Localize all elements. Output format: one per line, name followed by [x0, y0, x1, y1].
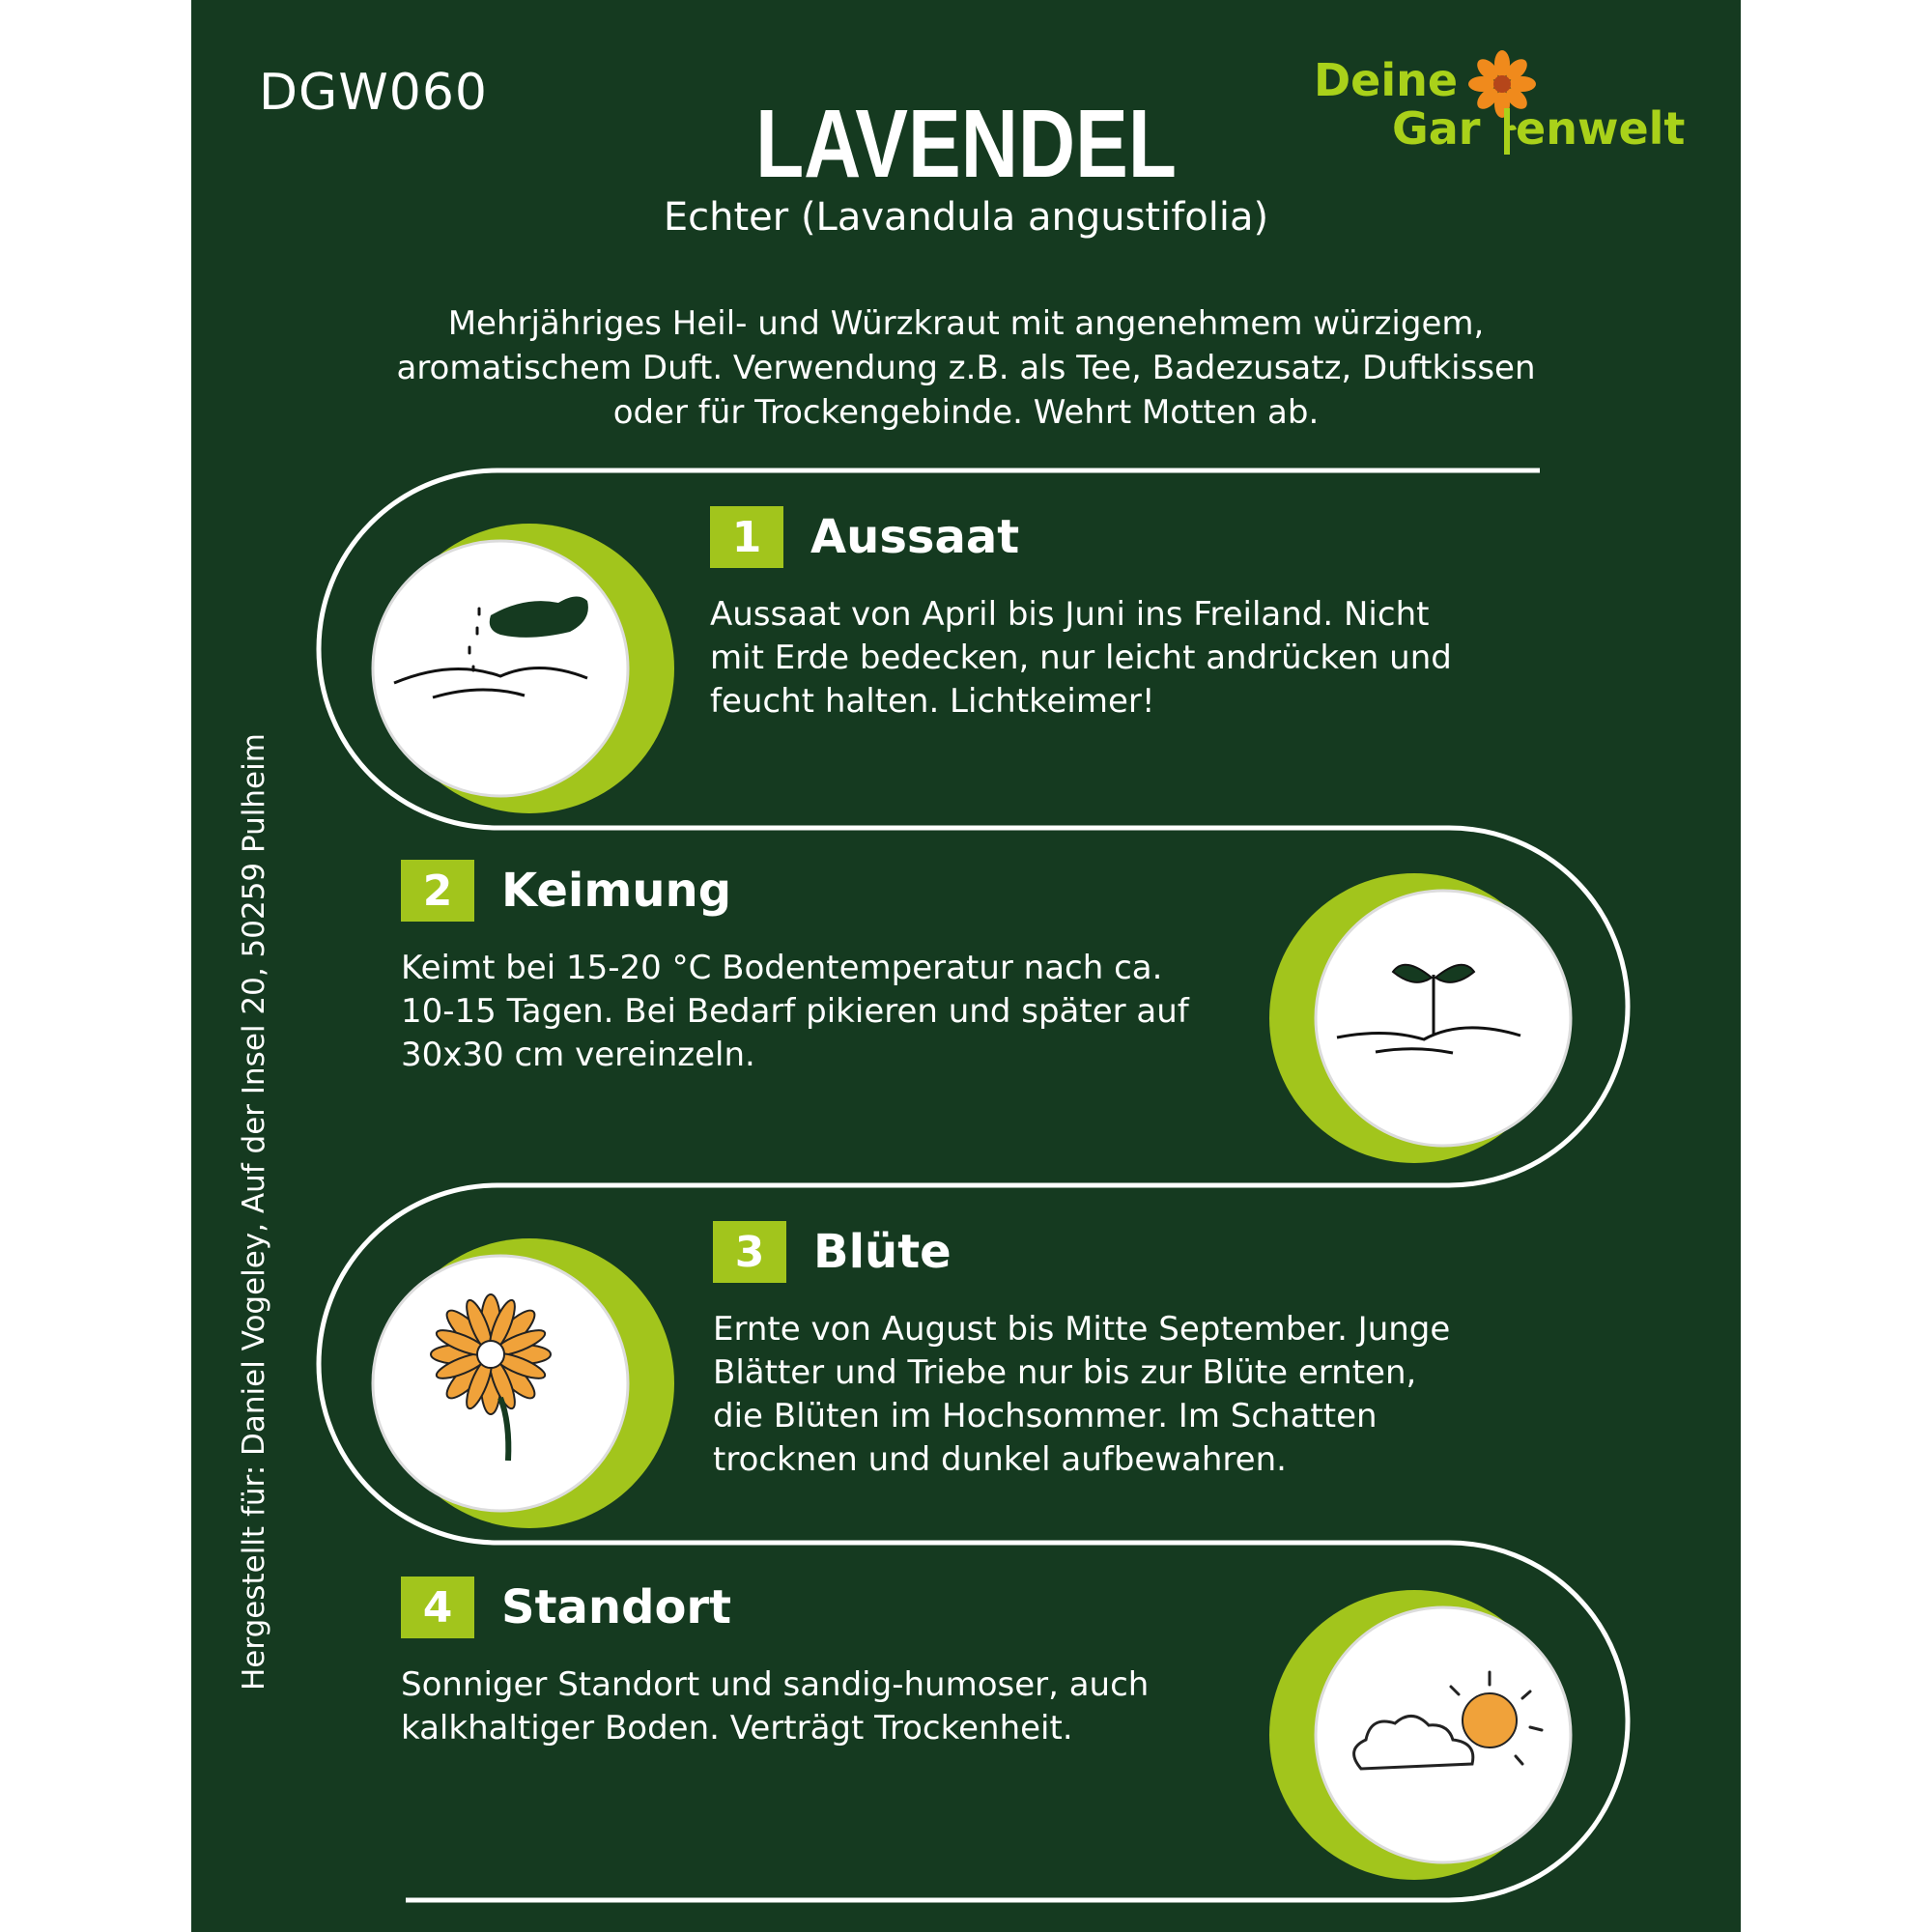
- logo-word-2b: enwelt: [1516, 102, 1686, 155]
- step-1-illustration: [375, 533, 626, 784]
- manufacturer-info: Hergestellt für: Daniel Vogeley, Auf der Insel 20, 50259 Pulheim: [237, 733, 271, 1690]
- page-title: LAVENDEL: [755, 90, 1177, 198]
- logo-word-2a: Gar: [1392, 102, 1481, 155]
- step-title: Standort: [501, 1580, 732, 1634]
- step-number-badge: 1: [710, 506, 783, 568]
- step-4: [401, 1577, 1328, 1750]
- step-description: [713, 1308, 1582, 1482]
- step-description: [710, 593, 1579, 724]
- step-number-badge: 3: [713, 1221, 786, 1283]
- step-number-badge: 2: [401, 860, 474, 922]
- step-2-illustration: [1273, 869, 1524, 1121]
- description-line: feucht halten. Lichtkeimer!: [710, 682, 1155, 721]
- stem-icon: [1497, 108, 1517, 155]
- description-line: Keimt bei 15-20 °C Bodentemperatur nach ca.: [401, 949, 1163, 987]
- step-title: Blüte: [813, 1225, 952, 1279]
- intro-line: Mehrjähriges Heil- und Würzkraut mit angenehmem würzigem,: [447, 304, 1485, 343]
- description-line: 10-15 Tagen. Bei Bedarf pikieren und später auf: [401, 992, 1189, 1031]
- step-title: Keimung: [501, 864, 732, 918]
- step-description: [401, 1663, 1328, 1750]
- description-line: 30x30 cm vereinzeln.: [401, 1036, 755, 1074]
- description-line: kalkhaltiger Boden. Verträgt Trockenheit.: [401, 1709, 1073, 1747]
- description-line: Aussaat von April bis Juni ins Freiland. Nicht: [710, 595, 1430, 634]
- intro-text: [290, 301, 1642, 435]
- description-line: Blätter und Triebe nur bis zur Blüte ernten,: [713, 1353, 1417, 1392]
- page-subtitle: Echter (Lavandula angustifolia): [663, 195, 1269, 240]
- intro-line: aromatischem Duft. Verwendung z.B. als Tee, Badezusatz, Duftkissen: [396, 349, 1536, 387]
- description-line: Ernte von August bis Mitte September. Junge: [713, 1310, 1451, 1349]
- step-4-illustration: [1273, 1586, 1524, 1837]
- description-line: Sonniger Standort und sandig-humoser, auch: [401, 1665, 1150, 1704]
- step-title: Aussaat: [810, 510, 1020, 564]
- step-2: [401, 860, 1328, 1077]
- step-number-badge: 4: [401, 1577, 474, 1638]
- step-1: [710, 506, 1579, 724]
- step-3-illustration: [375, 1248, 626, 1499]
- brand-logo: [1309, 50, 1686, 156]
- description-line: mit Erde bedecken, nur leicht andrücken und: [710, 639, 1452, 677]
- product-code: DGW060: [259, 64, 489, 122]
- step-description: [401, 947, 1328, 1077]
- description-line: die Blüten im Hochsommer. Im Schatten: [713, 1397, 1378, 1435]
- description-line: trocknen und dunkel aufbewahren.: [713, 1440, 1287, 1479]
- logo-word-1: Deine: [1314, 54, 1459, 106]
- intro-line: oder für Trockengebinde. Wehrt Motten ab.: [612, 393, 1320, 432]
- step-3: [713, 1221, 1582, 1482]
